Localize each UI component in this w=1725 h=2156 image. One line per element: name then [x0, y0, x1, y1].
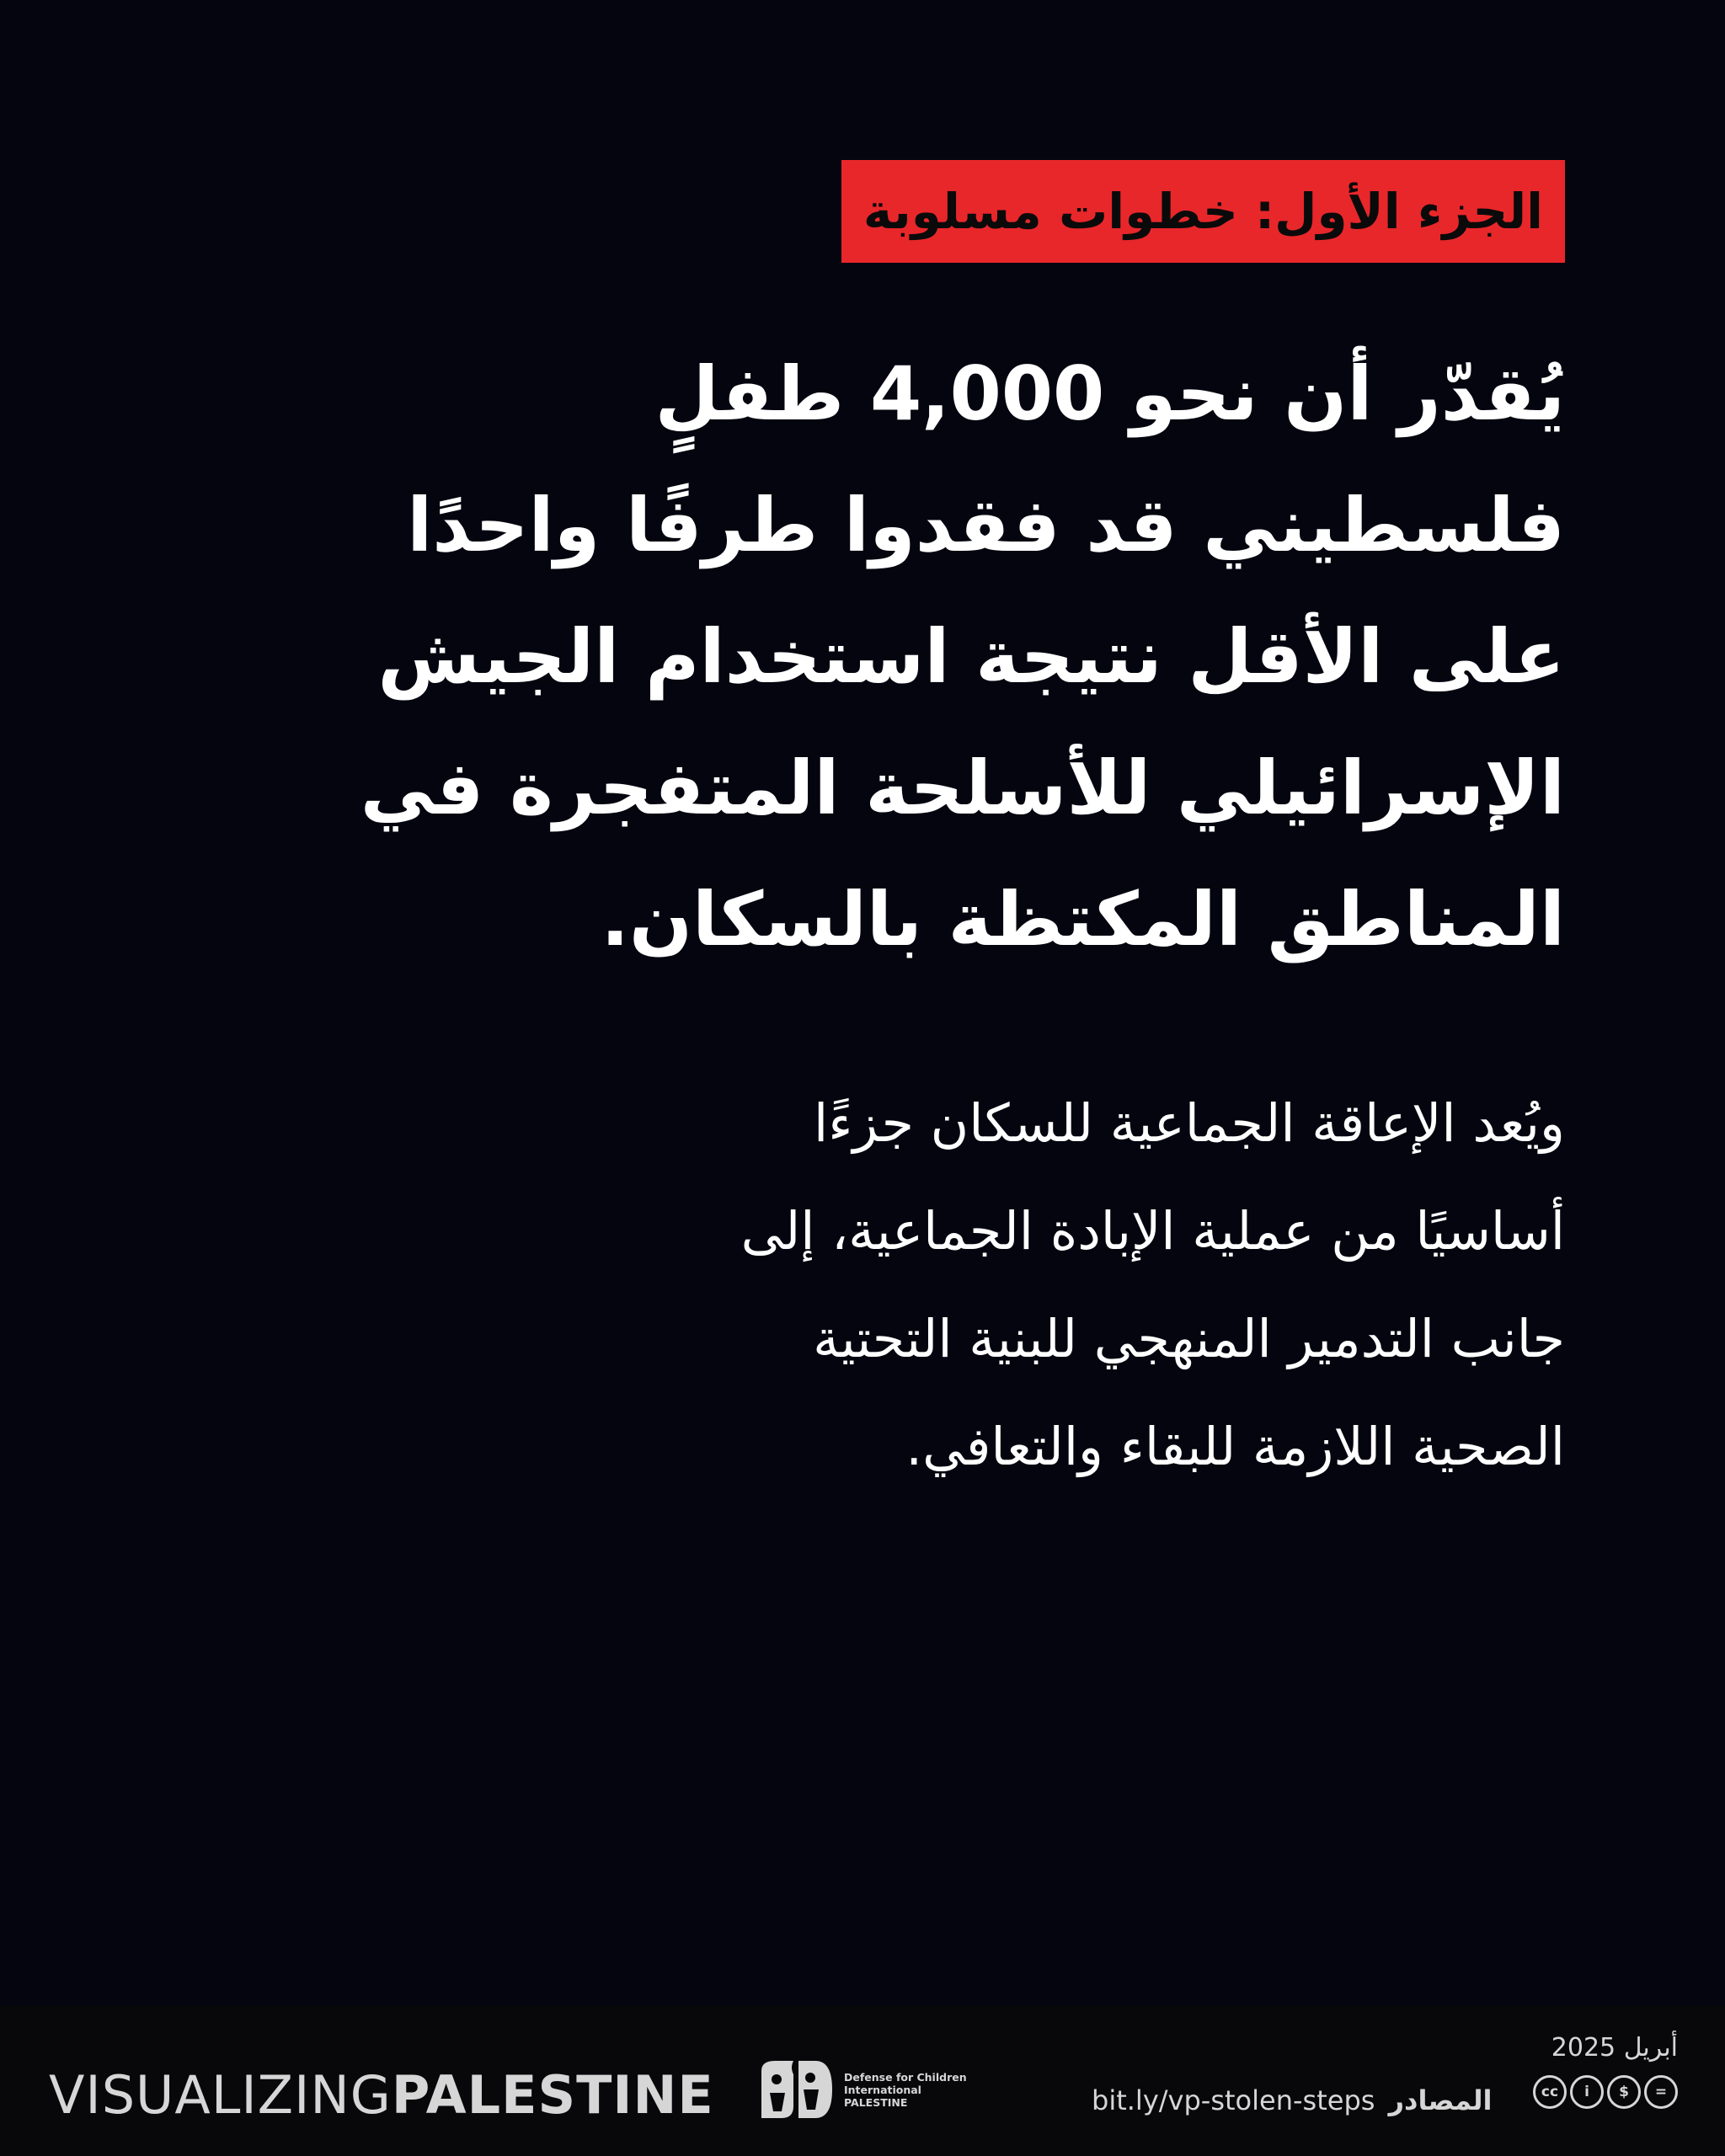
brand-bold: PALESTINE	[391, 2064, 714, 2126]
brand-light: VISUALIZING	[49, 2064, 392, 2126]
partner-line: International	[844, 2083, 921, 2096]
body-line: الصحية اللازمة للبقاء والتعافي.	[905, 1416, 1565, 1477]
sources-label: المصادر	[1388, 2084, 1493, 2116]
headline	[217, 328, 1565, 985]
sources	[1092, 2082, 1492, 2119]
dci-palestine-icon	[756, 2056, 836, 2123]
publication-date: أبريل 2025	[1551, 2033, 1678, 2063]
section-tag: الجزء الأول: خطوات مسلوبة	[841, 160, 1565, 263]
headline-line: الإسرائيلي للأسلحة المتفجرة في	[360, 744, 1565, 831]
partner-text	[844, 2071, 967, 2109]
partner-line: Defense for Children	[844, 2070, 967, 2084]
body-line: جانب التدمير المنهجي للبنية التحتية	[813, 1308, 1565, 1369]
visualizing-palestine-logo	[49, 2065, 714, 2126]
sources-link[interactable]: bit.ly/vp-stolen-steps	[1092, 2084, 1375, 2116]
body-line: أساسيًا من عملية الإبادة الجماعية، إلى	[740, 1200, 1565, 1262]
body-line: ويُعد الإعاقة الجماعية للسكان جزءًا	[814, 1092, 1565, 1154]
cc-license	[1533, 2075, 1678, 2109]
headline-line: يُقدّر أن نحو 4,000 طفلٍ	[654, 350, 1565, 437]
partner-line: PALESTINE	[844, 2095, 908, 2109]
body-paragraph	[470, 1070, 1565, 1501]
footer	[0, 2006, 1725, 2156]
partner-logo	[756, 2052, 967, 2127]
cc-icon: cc	[1533, 2075, 1567, 2109]
by-icon: i	[1570, 2075, 1604, 2109]
nd-icon: =	[1644, 2075, 1678, 2109]
headline-line: على الأقل نتيجة استخدام الجيش	[377, 613, 1565, 700]
headline-line: فلسطيني قد فقدوا طرفًا واحدًا	[407, 482, 1565, 568]
headline-line: المناطق المكتظة بالسكان.	[601, 876, 1565, 963]
nc-icon: $	[1607, 2075, 1641, 2109]
